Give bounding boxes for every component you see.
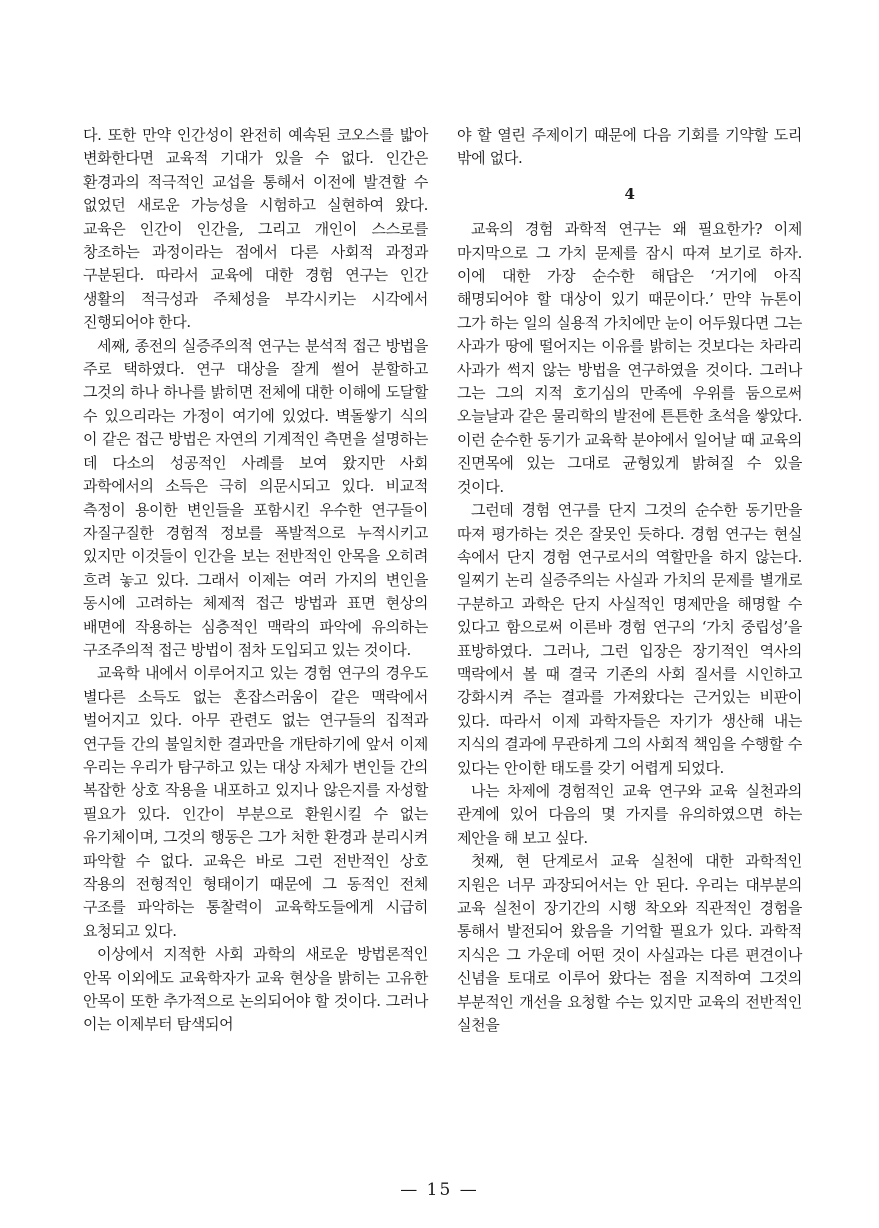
paragraph: 나는 차제에 경험적인 교육 연구와 교육 실천과의 관계에 있어 다음의 몇 가지를 유의하였으면 하는 제안을 해 보고 싶다. — [457, 781, 802, 847]
paragraph: 교육학 내에서 이루어지고 있는 경험 연구의 경우도 별다른 소득도 없는 혼잡스러움이 같은 맥락에서 벌어지고 있다. 아무 관련도 없는 연구들의 집적과 연구들 간의 불일치한 결과만을 개탄하기에 앞서 이제 우리는 우리가 탐구하고 있는 대상 자체가 변인들 간의 복잡한 상호 작용을 내포하고 있지나 않은지를 자성할 필요가 있다. 인간이 부분으로 환원시킬 수 없는 유기체이며, 그것의 행동은 그가 처한 환경과 분리시켜 파악할 수 없다. 교육은 바로 그런 전반적인 상호 작용의 전형적인 형태이기 때문에 그 동적인 전체 구조를 파악하는 통찰력이 교육학도들에게 시급히 요청되고 있다. — [83, 664, 428, 940]
paragraph: 다. 또한 만약 인간성이 완전히 예속된 코오스를 밟아 변화한다면 교육적 기대가 있을 수 없다. 인간은 환경과의 적극적인 교섭을 통해서 이전에 발견할 수 없었던 새로운 가능성을 시험하고 실현하여 왔다. 교육은 인간이 인간을, 그리고 개인이 스스로를 창조하는 과정이라는 점에서 다른 사회적 과정과 구분된다. 따라서 교육에 대한 경험 연구는 인간 생활의 적극성과 주체성을 부각시키는 시각에서 진행되어야 한다. — [83, 126, 428, 332]
paragraph: 야 할 열린 주제이기 때문에 다음 기회를 기약할 도리 밖에 없다. — [457, 126, 802, 168]
paragraph: 교육의 경험 과학적 연구는 왜 필요한가? 이제 마지막으로 그 가치 문제를 잠시 따져 보기로 하자. 이에 대한 가장 순수한 해답은 ‘거기에 아직 해명되어야 할 대상이 있기 때문이다.’ 만약 뉴톤이 그가 하는 일의 실용적 가치에만 눈이 어두웠다면 그는 사과가 땅에 떨어지는 이유를 밝히는 것보다는 차라리 사과가 썩지 않는 방법을 연구하였을 것이다. 그러나 그는 그의 지적 호기심의 만족에 우위를 둠으로써 오늘날과 같은 물리학의 발전에 튼튼한 초석을 쌓았다. 이런 순수한 동기가 교육학 분야에서 일어날 때 교육의 진면목에 있는 그대로 균형있게 밝혀질 수 있을 것이다. — [457, 220, 802, 496]
left-text-column — [83, 124, 428, 1037]
paragraph: 세째, 종전의 실증주의적 연구는 분석적 접근 방법을 주로 택하였다. 연구 대상을 잘게 썰어 분할하고 그것의 하나 하나를 밝히면 전체에 대한 이해에 도달할 수 있으리라는 가정이 여기에 있었다. 벽돌쌓기 식의 이 같은 접근 방법은 자연의 기계적인 측면을 설명하는 데 다소의 성공적인 사례를 보여 왔지만 사회 과학에서의 소득은 극히 의문시되고 있다. 비교적 측정이 용이한 변인들을 포함시킨 우수한 연구들이 자질구질한 경험적 정보를 폭발적으로 누적시키고 있지만 이것들이 인간을 보는 전반적인 안목을 오히려 흐려 놓고 있다. 그래서 이제는 여러 가지의 변인을 동시에 고려하는 체제적 접근 방법과 표면 현상의 배면에 작용하는 심층적인 맥락의 파악에 유의하는 구조주의적 접근 방법이 점차 도입되고 있는 것이다. — [83, 336, 428, 659]
paragraph: 첫째, 현 단계로서 교육 실천에 대한 과학적인 지원은 너무 과장되어서는 안 된다. 우리는 대부분의 교육 실천이 장기간의 시행 착오와 직관적인 경험을 통해서 발전되어 왔음을 기억할 필요가 있다. 과학적 지식은 그 가운데 어떤 것이 사실과는 다른 편견이나 신념을 토대로 이루어 왔다는 점을 지적하여 그것의 부분적인 개선을 요청할 수는 있지만 교육의 전반적인 실천을 — [457, 852, 802, 1035]
paragraph: 그런데 경험 연구를 단지 그것의 순수한 동기만을 따져 평가하는 것은 잘못인 듯하다. 경험 연구는 현실 속에서 단지 경험 연구로서의 역할만을 하지 않는다. 일찌기 논리 실증주의는 사실과 가치의 문제를 별개로 구분하고 과학은 단지 사실적인 명제만을 해명할 수 있다고 함으로써 이른바 경험 연구의 ‘가치 중립성’을 표방하였다. 그러나, 그런 입장은 장기적인 역사의 맥락에서 볼 때 결국 기존의 사회 질서를 시인하고 강화시켜 주는 결과를 가져왔다는 근거있는 비판이 있다. 따라서 이제 과학자들은 자기가 생산해 내는 지식의 결과에 무관하게 그의 사회적 책임을 수행할 수 있다는 안이한 태도를 갖기 어렵게 되었다. — [457, 501, 802, 777]
page-number: — 15 — — [400, 1180, 479, 1200]
right-text-column — [457, 124, 802, 1037]
paragraph: 이상에서 지적한 사회 과학의 새로운 방법론적인 안목 이외에도 교육학자가 교육 현상을 밝히는 고유한 안목이 또한 추가적으로 논의되어야 할 것이다. 그러나 이는 이제부터 탐색되어 — [83, 945, 428, 1034]
section-number: 4 — [624, 184, 635, 203]
